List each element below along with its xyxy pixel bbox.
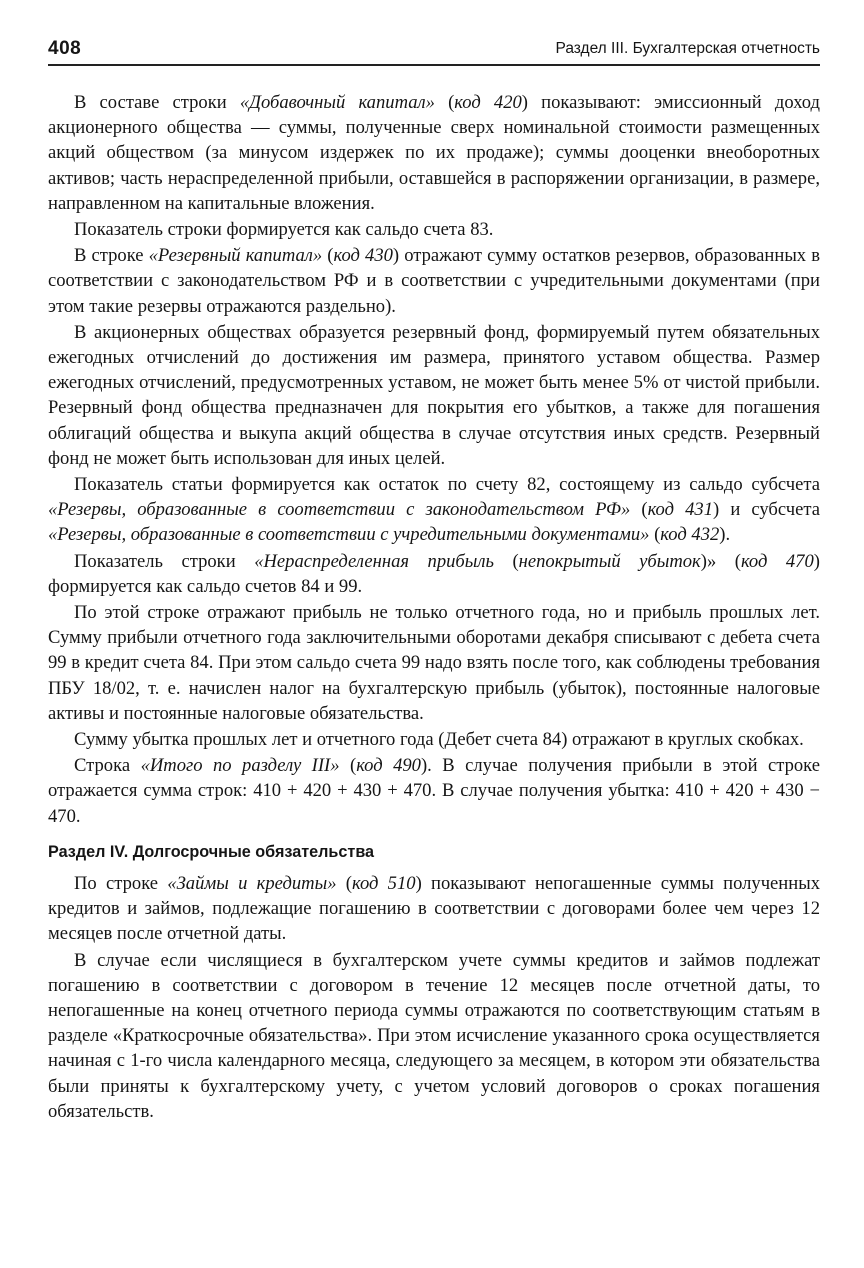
paragraph-account-82 [48,472,820,548]
italic-term: «Займы и кредиты» [167,872,337,894]
text-run: ) отражают сумму остатков резервов, образованных в соответствии с законодательством РФ и в соответствии с учредительными документами (при этом такие резервы отражаются раздельно). [48,245,820,317]
paragraph-loans-credits [48,871,820,947]
paragraph-reserve-fund: В акционерных обществах образуется резервный фонд, формируемый путем обязательных ежегодных отчислений до достижения им размера, принятого уставом общества. Размер ежегодных отчислений, предусмотренных уставом, не может быть менее 5% от чистой прибыли. Резервный фонд общества предназначен для покрытия его убытков, а также для погашения облигаций общества и выкупа акций общества в случае отсутствия иных средств. Резервный фонд не может быть использован для иных целей. [48,321,820,469]
paragraph-section-total [48,753,820,829]
paragraph-additional-capital [48,90,820,216]
italic-term: «Резервный капитал» [148,245,323,267]
text-run: По строке [74,872,168,894]
italic-term: «Итого по разделу III» [140,755,340,777]
paragraph-loss-brackets: Сумму убытка прошлых лет и отчетного года (Дебет счета 84) отражают в круглых скобках. [74,729,804,751]
text-run: ( [336,872,352,894]
text-run: ( [649,524,661,546]
page-body [48,90,820,1124]
italic-term: «Добавочный капитал» [239,92,435,113]
text-run: В составе строки [74,92,240,113]
text-run: ( [434,92,455,113]
paragraph-reserve-capital [48,243,820,319]
text-run: Строка [74,755,141,777]
paragraph-prior-years-profit: По этой строке отражают прибыль не только отчетного года, но и прибыль прошлых лет. Сумму прибыли отчетного года заключительными оборотами декабря списывают с дебета счета 99 в кредит счета 84. При этом сальдо счета 99 надо взять после того, как соблюдены требования ПБУ 18/02, т. е. начислен налог на бухгалтерскую прибыль (убыток), постоянные налоговые активы и постоянные налоговые обязательства. [48,602,820,724]
text-run: )» ( [700,550,741,572]
italic-term: «Нераспределенная прибыль [254,550,494,572]
italic-code: код 431 [647,499,714,521]
text-run: ( [322,245,334,267]
italic-code: код 432 [660,524,720,546]
text-run: Показатель статьи формируется как остаток по счету 82, состоящему из сальдо субсчета [74,474,820,496]
italic-code: код 430 [333,245,393,267]
paragraph-retained-earnings [48,549,820,599]
text-run: ) показывают непогашенные суммы полученных кредитов и займов, подлежащие погашению в соответствии с договорами более чем через 12 месяцев после отчетной даты. [48,872,820,945]
italic-code: код 420 [454,92,522,113]
italic-term: «Резервы, образованные в соответствии с законодательством РФ» [48,499,631,521]
page-number: 408 [48,38,82,59]
text-run: ( [493,550,519,572]
italic-term: непокрытый убыток [518,550,701,572]
italic-code: код 490 [356,755,421,777]
text-run: ) формируется как сальдо счетов 84 и 99. [48,550,820,597]
text-run: ( [630,499,648,521]
text-run: ). В случае получения прибыли в этой строке отражается сумма строк: 410 + 420 + 430 + 470. В случае получения убытка: 410 + 420 + 430 − 470. [48,755,820,827]
text-run: Показатель строки [74,550,255,572]
page-header [48,36,820,66]
text-run: ) и субсчета [713,499,820,521]
text-run: ) показывают: эмиссионный доход акционерного общества — суммы, полученные сверх номинальной стоимости размещенных акций обществом (за минусом издержек по их продаже); суммы дооценки внеоборотных активов; часть нераспределенной прибыли, оставшейся в распоряжении организации, в размере, направленном на капитальные вложения. [48,92,820,214]
italic-code: код 510 [351,872,416,894]
paragraph-balance-83: Показатель строки формируется как сальдо счета 83. [74,219,494,241]
text-run: ( [339,755,357,777]
italic-term: «Резервы, образованные в соответствии с учредительными документами» [48,524,650,546]
text-run: В строке [74,245,149,267]
paragraph-short-term-reclass: В случае если числящиеся в бухгалтерском учете суммы кредитов и займов подлежат погашению в соответствии с договором в течение 12 месяцев после отчетной даты, то непогашенные на конец отчетного периода суммы отражаются по соответствующим статьям в разделе «Краткосрочные обязательства». При этом исчисление указанного срока осуществляется начиная с 1-го числа календарного месяца, следующего за месяцем, в котором эти обязательства были приняты к бухгалтерскому учету, с учетом условий договоров о сроках погашения обязательств. [48,949,820,1122]
text-run: ). [719,524,731,546]
subheading-section-iv: Раздел IV. Долгосрочные обязательства [48,842,375,861]
italic-code: код 470 [740,550,814,572]
running-section-title: Раздел III. Бухгалтерская отчетность [555,40,820,57]
